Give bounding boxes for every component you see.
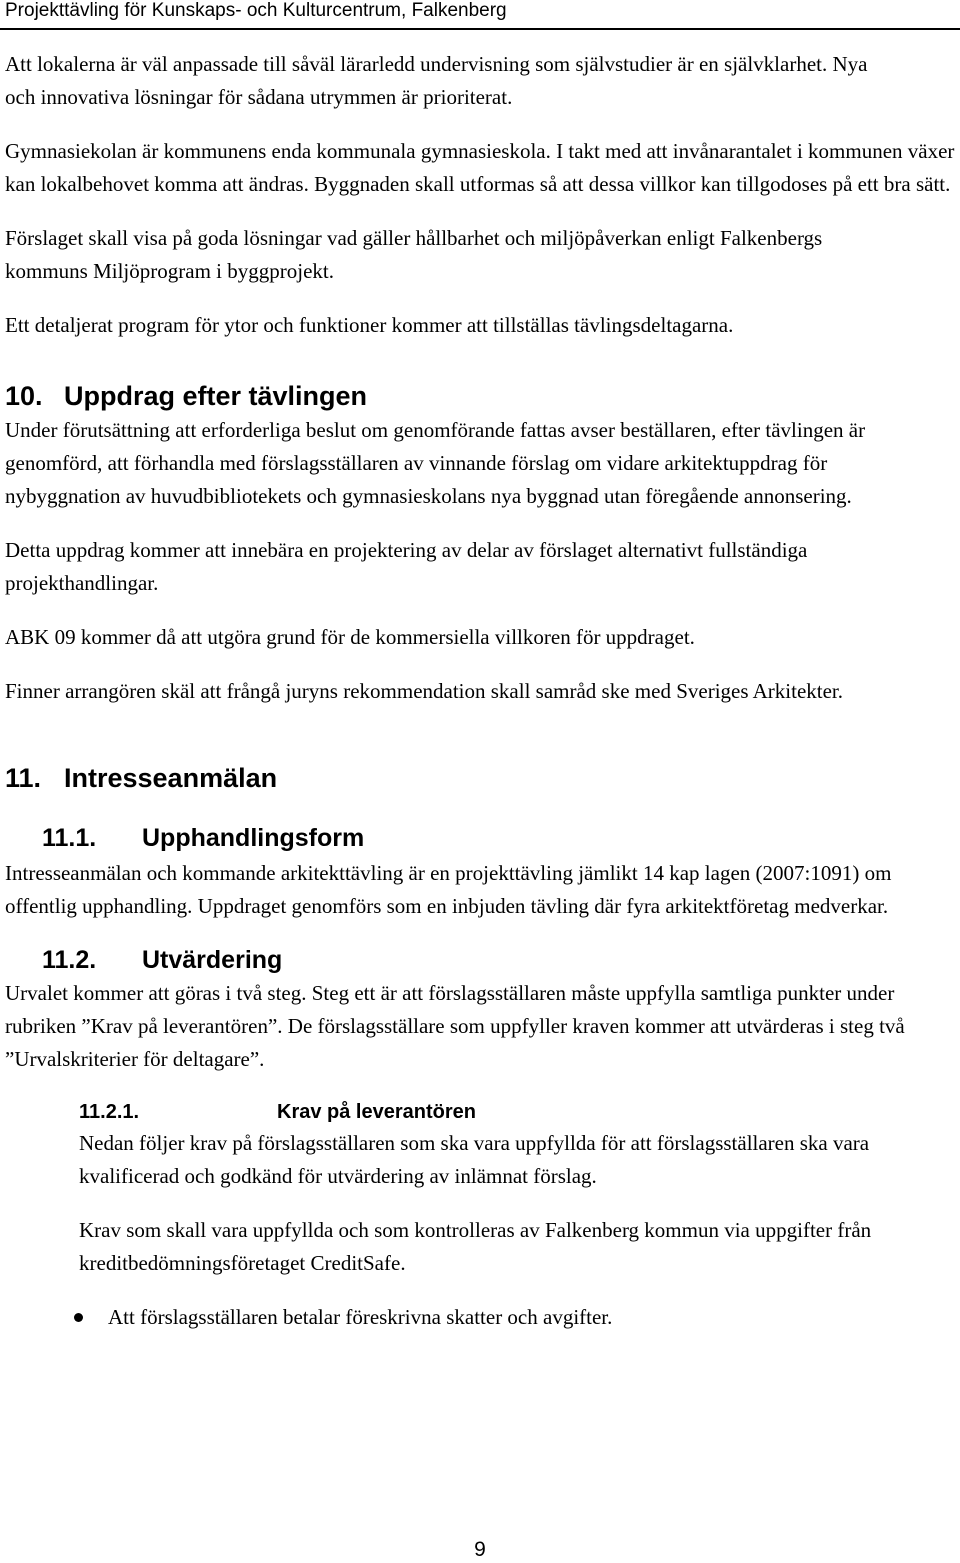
section-number: 11. bbox=[5, 763, 42, 793]
subsection-number: 11.2. bbox=[42, 946, 97, 974]
section-heading-10 bbox=[5, 380, 955, 412]
paragraph: Intresseanmälan och kommande arkitekttävling är en projekttävling jämlikt 14 kap lagen (2007:1091) om offentlig upphandling. Uppdraget genomförs som en inbjuden tävling där fyra arkitektföretag medverkar. bbox=[5, 861, 892, 918]
list-item bbox=[5, 1301, 955, 1334]
section-title: Intresseanmälan bbox=[64, 763, 278, 793]
paragraph: Att lokalerna är väl anpassade till såväl lärarledd undervisning som självstudier är en självklarhet. Nya och innovativa lösningar för sådana utrymmen är prioriterat. bbox=[5, 52, 868, 109]
paragraph: Förslaget skall visa på goda lösningar vad gäller hållbarhet och miljöpåverkan enligt Falkenbergs kommuns Miljöprogram i byggprojekt. bbox=[5, 226, 823, 283]
subsubsection-body bbox=[5, 1127, 955, 1280]
bullet-icon bbox=[5, 1301, 108, 1334]
paragraph: Under förutsättning att erforderliga beslut om genomförande fattas avser beställaren, efter tävlingen är genomförd, att förhandla med förslagsställaren av vinnande förslag om vidare arkitektuppdrag för nybyggnation av huvudbibliotekets och gymnasieskolans nya byggnad utan föregående annonsering. bbox=[5, 418, 866, 508]
paragraph: Urvalet kommer att göras i två steg. Steg ett är att förslagsställaren måste uppfylla samtliga punkter under rubriken ”Krav på leverantören”. De förslagsställare som uppfyller kraven kommer att utvärderas i steg två ”Urvalskriterier för deltagare”. bbox=[5, 981, 905, 1071]
paragraph: Ett detaljerat program för ytor och funktioner kommer att tillställas tävlingsdeltagarna. bbox=[5, 313, 734, 337]
section-title: Uppdrag efter tävlingen bbox=[64, 381, 368, 411]
paragraph: Finner arrangören skäl att frångå juryns rekommendation skall samråd ske med Sveriges Arkitekter. bbox=[5, 679, 844, 703]
subsection-heading-11-2 bbox=[5, 945, 955, 975]
paragraph: Krav som skall vara uppfyllda och som kontrolleras av Falkenberg kommun via uppgifter från kreditbedömningsföretaget CreditSafe. bbox=[79, 1218, 872, 1275]
page-header bbox=[0, 0, 960, 30]
document-body bbox=[5, 44, 955, 1334]
paragraph: Detta uppdrag kommer att innebära en projektering av delar av förslaget alternativt fullständiga projekthandlingar. bbox=[5, 538, 808, 595]
subsection-title: Utvärdering bbox=[142, 946, 283, 974]
section-heading-11 bbox=[5, 762, 955, 794]
section-number: 10. bbox=[5, 381, 43, 411]
subsubsection-title: Krav på leverantören bbox=[277, 1101, 476, 1123]
subsubsection-number: 11.2.1. bbox=[79, 1101, 140, 1123]
subsection-number: 11.1. bbox=[42, 824, 97, 852]
page-number: 9 bbox=[474, 1538, 486, 1561]
subsection-heading-11-1 bbox=[5, 823, 955, 853]
paragraph: ABK 09 kommer då att utgöra grund för de kommersiella villkoren för uppdraget. bbox=[5, 625, 695, 649]
header-title: Projekttävling för Kunskaps- och Kulturcentrum, Falkenberg bbox=[5, 0, 507, 21]
paragraph: Gymnasiekolan är kommunens enda kommunala gymnasieskola. I takt med att invånarantalet i kommunen växer kan lokalbehovet komma att ändras. Byggnaden skall utformas så att dessa villkor kan tillgodoses på ett bra sätt. bbox=[5, 139, 955, 196]
paragraph: Nedan följer krav på förslagsställaren som ska vara uppfyllda för att förslagsställaren ska vara kvalificerad och godkänd för utvärdering av inlämnat förslag. bbox=[79, 1131, 870, 1188]
list-item-text: Att förslagsställaren betalar föreskrivna skatter och avgifter. bbox=[108, 1305, 613, 1329]
subsection-title: Upphandlingsform bbox=[142, 824, 365, 852]
subsubsection-heading-11-2-1 bbox=[5, 1099, 955, 1125]
